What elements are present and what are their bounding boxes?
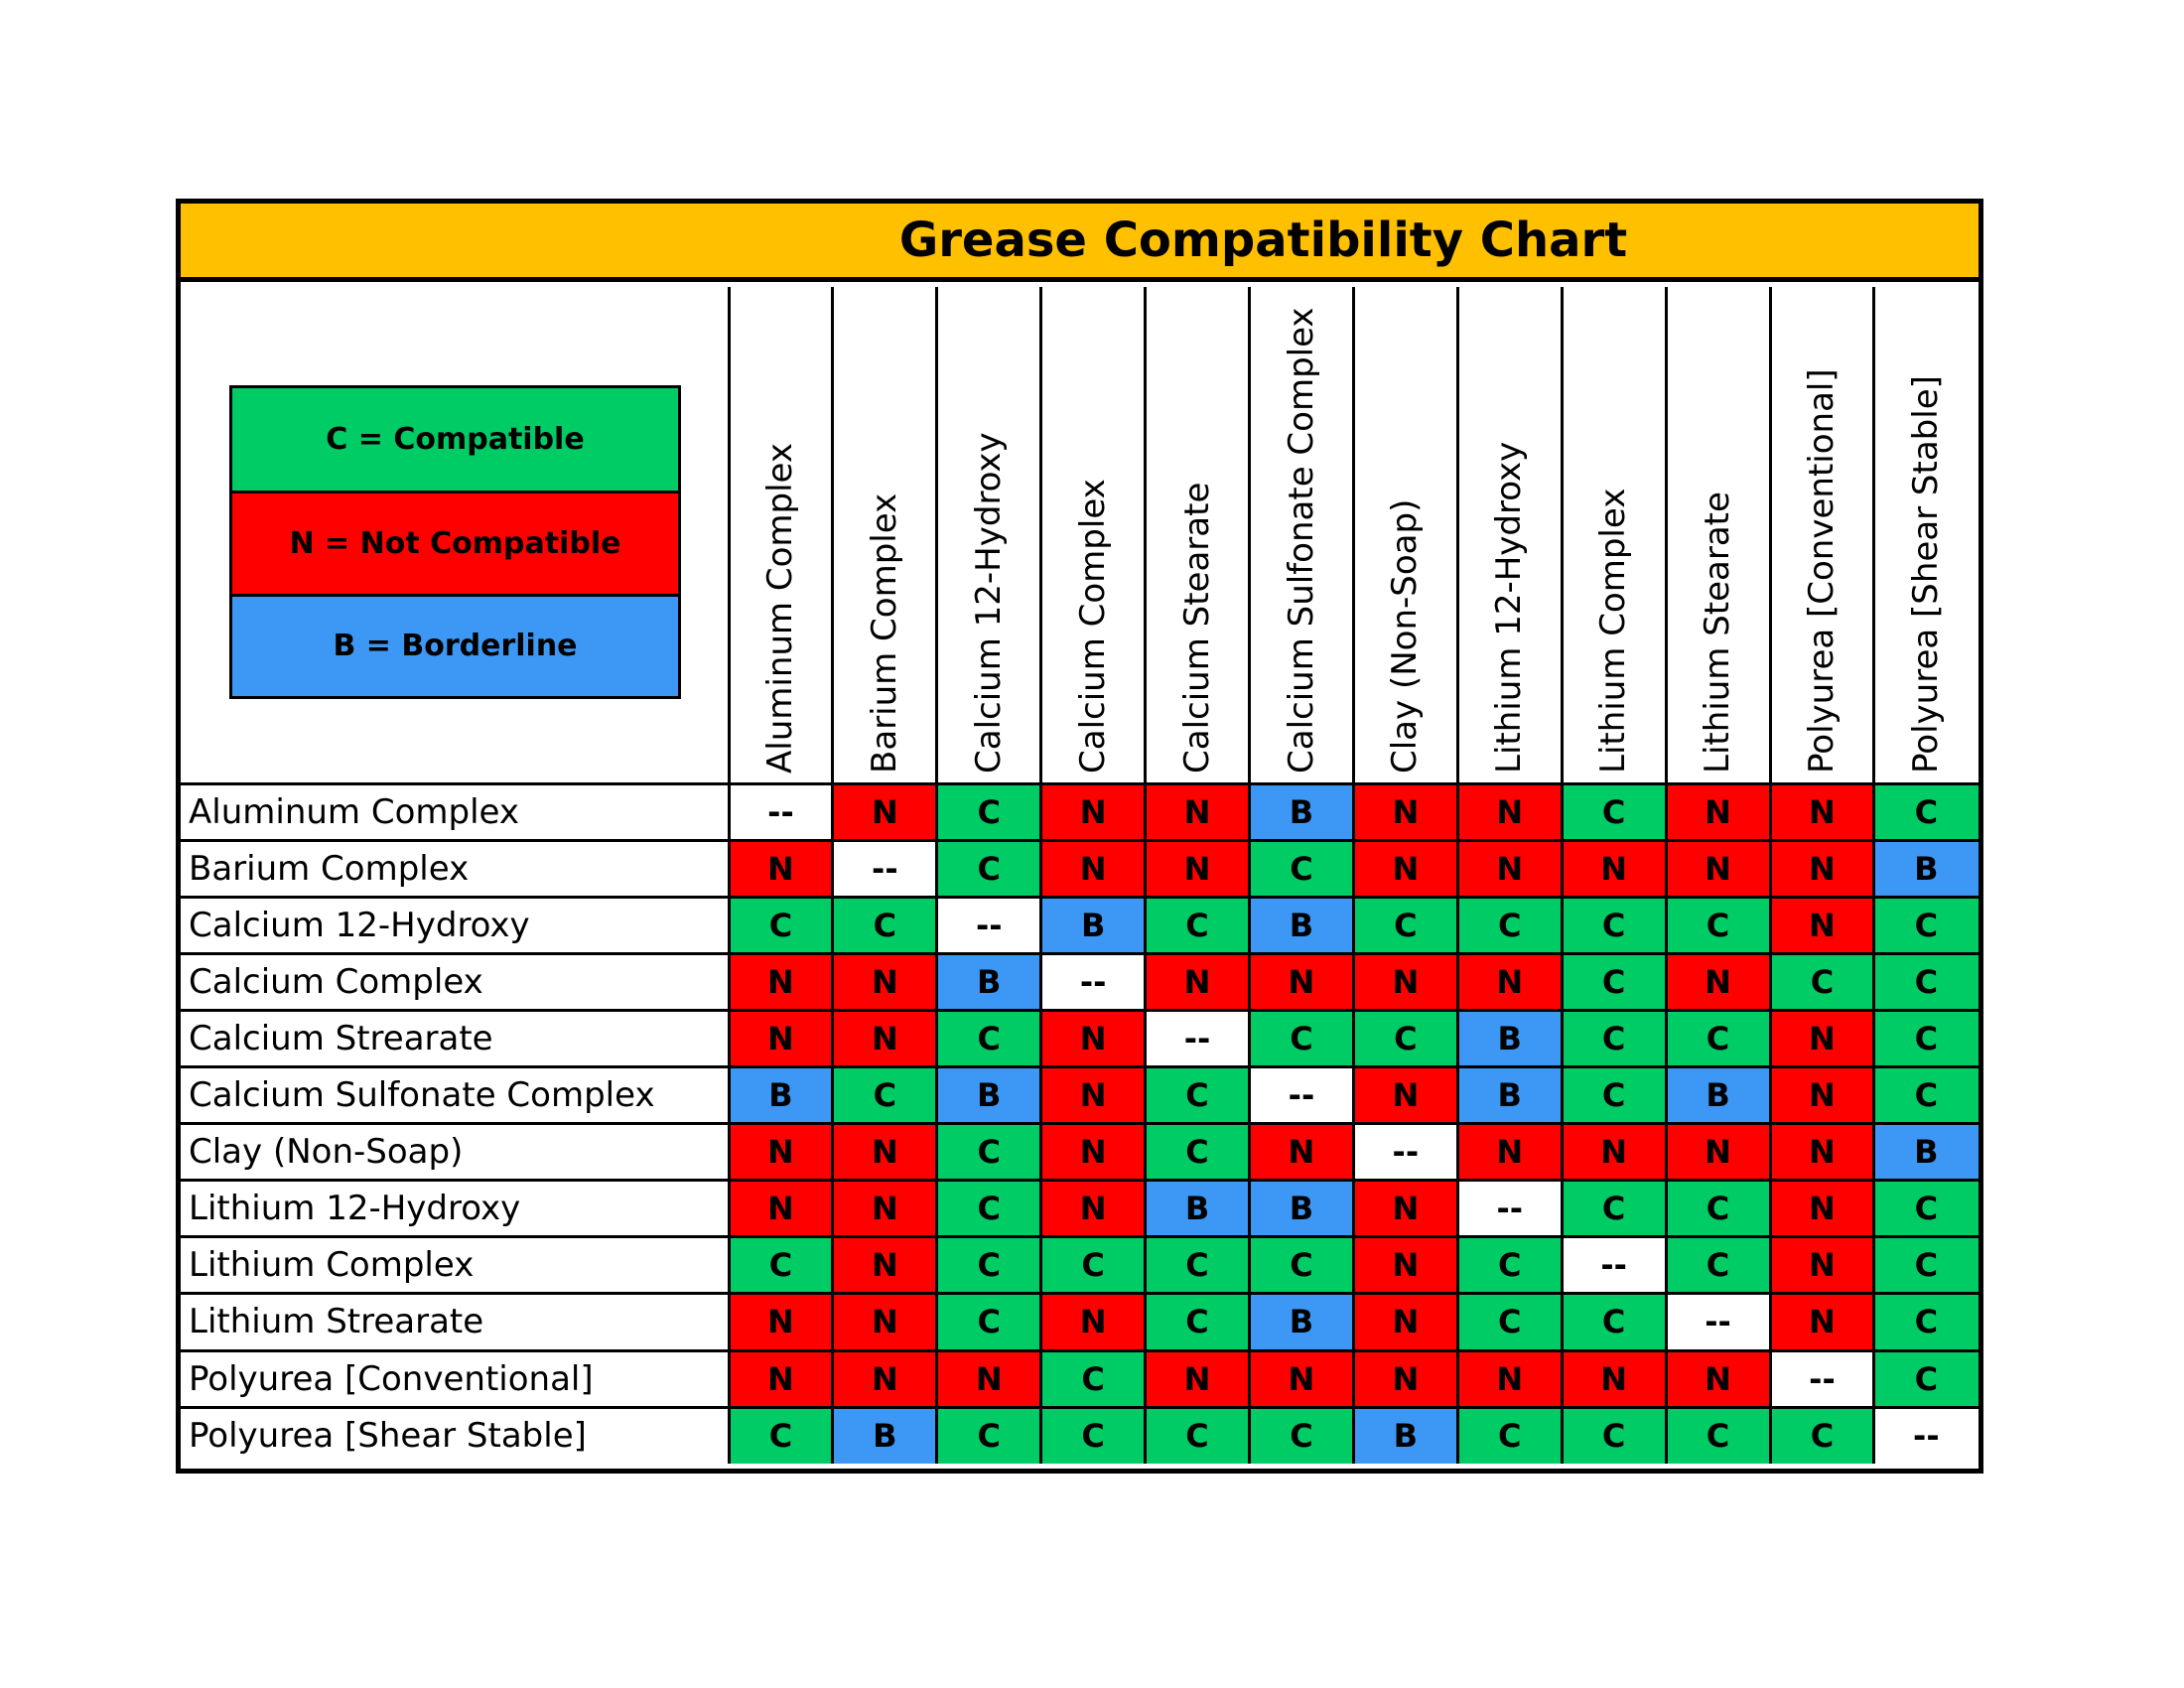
- grid-line-vertical: [728, 287, 731, 1464]
- column-label: Calcium Stearate: [1177, 482, 1218, 774]
- compatibility-cell: C: [1874, 953, 1979, 1010]
- compatibility-cell: N: [1353, 840, 1457, 897]
- compatibility-cell: C: [1874, 1181, 1979, 1237]
- compatibility-cell: C: [1146, 1124, 1250, 1181]
- compatibility-cell: C: [729, 1237, 833, 1294]
- compatibility-cell: N: [1250, 1124, 1354, 1181]
- compatibility-cell: C: [1041, 1407, 1146, 1464]
- compatibility-cell: N: [833, 1124, 937, 1181]
- compatibility-cell: B: [1250, 897, 1354, 953]
- compatibility-cell: N: [833, 1010, 937, 1066]
- row-label: Calcium Complex: [189, 961, 483, 1002]
- compatibility-cell: N: [1041, 1124, 1146, 1181]
- compatibility-cell: N: [833, 953, 937, 1010]
- compatibility-cell: C: [1874, 1294, 1979, 1350]
- compatibility-cell: C: [1770, 1407, 1874, 1464]
- compatibility-chart: [176, 199, 1983, 1474]
- compatibility-cell: N: [1666, 953, 1770, 1010]
- compatibility-cell: N: [1666, 1124, 1770, 1181]
- compatibility-cell: N: [1770, 897, 1874, 953]
- compatibility-cell: C: [937, 783, 1041, 840]
- compatibility-cell: C: [1250, 1237, 1354, 1294]
- compatibility-cell: N: [729, 1124, 833, 1181]
- compatibility-cell: N: [1457, 953, 1562, 1010]
- column-label: Barium Complex: [865, 492, 905, 774]
- compatibility-cell: --: [1353, 1124, 1457, 1181]
- compatibility-cell: B: [1250, 783, 1354, 840]
- column-label: Calcium Complex: [1073, 479, 1114, 774]
- grid-line-horizontal: [181, 1065, 1979, 1068]
- grid-line-vertical: [1561, 287, 1564, 1464]
- compatibility-cell: N: [1353, 1067, 1457, 1124]
- grid-line-horizontal: [181, 1179, 1979, 1182]
- row-label: Polyurea [Conventional]: [189, 1358, 594, 1399]
- compatibility-cell: C: [1562, 1407, 1666, 1464]
- compatibility-cell: N: [1666, 840, 1770, 897]
- compatibility-cell: B: [1457, 1067, 1562, 1124]
- grid-line-vertical: [831, 287, 834, 1464]
- compatibility-cell: C: [1874, 1237, 1979, 1294]
- row-label: Lithium 12-Hydroxy: [189, 1189, 521, 1229]
- compatibility-cell: N: [1353, 1294, 1457, 1350]
- compatibility-cell: --: [1146, 1010, 1250, 1066]
- grid-line-horizontal: [181, 1292, 1979, 1295]
- compatibility-cell: --: [1250, 1067, 1354, 1124]
- compatibility-cell: C: [1562, 1294, 1666, 1350]
- grid-line-vertical: [1769, 287, 1772, 1464]
- compatibility-cell: C: [1562, 953, 1666, 1010]
- grid-line-vertical: [1456, 287, 1459, 1464]
- compatibility-cell: C: [1457, 1294, 1562, 1350]
- compatibility-cell: C: [1146, 1407, 1250, 1464]
- compatibility-cell: N: [1041, 783, 1146, 840]
- compatibility-cell: C: [1874, 783, 1979, 840]
- compatibility-cell: N: [833, 1350, 937, 1407]
- compatibility-cell: C: [1666, 1181, 1770, 1237]
- compatibility-cell: B: [937, 1067, 1041, 1124]
- compatibility-cell: N: [1770, 1067, 1874, 1124]
- grid-line-horizontal: [181, 782, 1979, 785]
- compatibility-cell: N: [1041, 1294, 1146, 1350]
- compatibility-cell: N: [1146, 783, 1250, 840]
- compatibility-cell: C: [937, 1181, 1041, 1237]
- compatibility-cell: N: [729, 953, 833, 1010]
- compatibility-cell: C: [1874, 897, 1979, 953]
- compatibility-cell: N: [833, 783, 937, 840]
- column-label: Aluminum Complex: [760, 443, 801, 774]
- compatibility-cell: C: [1874, 1350, 1979, 1407]
- column-label: Clay (Non-Soap): [1385, 498, 1426, 774]
- compatibility-cell: B: [1353, 1407, 1457, 1464]
- compatibility-cell: C: [1457, 1407, 1562, 1464]
- compatibility-cell: B: [833, 1407, 937, 1464]
- grid-line-horizontal: [181, 1235, 1979, 1238]
- row-label: Calcium 12-Hydroxy: [189, 905, 530, 945]
- legend: [229, 385, 681, 699]
- compatibility-cell: C: [937, 840, 1041, 897]
- grid-line-horizontal: [181, 1122, 1979, 1125]
- compatibility-cell: N: [1562, 1350, 1666, 1407]
- row-label: Barium Complex: [189, 848, 470, 889]
- compatibility-cell: N: [1457, 783, 1562, 840]
- compatibility-cell: N: [1770, 1124, 1874, 1181]
- legend-item-n: N = Not Compatible: [232, 491, 678, 593]
- compatibility-cell: N: [1250, 953, 1354, 1010]
- row-label: Polyurea [Shear Stable]: [189, 1415, 587, 1456]
- compatibility-cell: N: [729, 1010, 833, 1066]
- compatibility-cell: C: [937, 1237, 1041, 1294]
- grid-line-horizontal: [181, 1406, 1979, 1409]
- compatibility-cell: N: [1041, 1181, 1146, 1237]
- compatibility-cell: C: [1562, 897, 1666, 953]
- compatibility-cell: C: [1353, 1010, 1457, 1066]
- compatibility-cell: --: [937, 897, 1041, 953]
- compatibility-cell: C: [1250, 1010, 1354, 1066]
- compatibility-cell: --: [1562, 1237, 1666, 1294]
- compatibility-cell: --: [729, 783, 833, 840]
- row-label: Clay (Non-Soap): [189, 1132, 464, 1173]
- compatibility-cell: C: [1562, 783, 1666, 840]
- compatibility-cell: N: [1457, 1124, 1562, 1181]
- grid-line-vertical: [935, 287, 938, 1464]
- compatibility-cell: N: [1770, 1294, 1874, 1350]
- compatibility-cell: N: [1353, 953, 1457, 1010]
- compatibility-cell: C: [1874, 1010, 1979, 1066]
- compatibility-cell: C: [1457, 897, 1562, 953]
- compatibility-cell: C: [1562, 1067, 1666, 1124]
- grid-line-vertical: [1665, 287, 1668, 1464]
- compatibility-cell: C: [1874, 1067, 1979, 1124]
- compatibility-cell: N: [1457, 1350, 1562, 1407]
- compatibility-cell: N: [1770, 1237, 1874, 1294]
- grid-line-horizontal: [181, 1009, 1979, 1012]
- compatibility-cell: N: [1770, 1010, 1874, 1066]
- compatibility-cell: N: [1353, 1350, 1457, 1407]
- compatibility-cell: C: [1562, 1181, 1666, 1237]
- compatibility-cell: N: [833, 1237, 937, 1294]
- compatibility-cell: N: [1146, 1350, 1250, 1407]
- compatibility-cell: N: [1770, 840, 1874, 897]
- compatibility-cell: B: [1874, 840, 1979, 897]
- compatibility-cell: B: [1666, 1067, 1770, 1124]
- compatibility-cell: C: [1041, 1350, 1146, 1407]
- compatibility-cell: --: [833, 840, 937, 897]
- compatibility-cell: --: [1666, 1294, 1770, 1350]
- compatibility-cell: C: [1146, 897, 1250, 953]
- column-label: Calcium Sulfonate Complex: [1281, 307, 1321, 774]
- compatibility-cell: C: [1250, 840, 1354, 897]
- compatibility-cell: B: [1457, 1010, 1562, 1066]
- column-label: Lithium 12-Hydroxy: [1489, 441, 1530, 774]
- compatibility-cell: C: [1353, 897, 1457, 953]
- compatibility-cell: N: [833, 1294, 937, 1350]
- compatibility-cell: N: [1041, 1067, 1146, 1124]
- compatibility-cell: B: [729, 1067, 833, 1124]
- compatibility-cell: C: [1457, 1237, 1562, 1294]
- grid-line-vertical: [1144, 287, 1147, 1464]
- compatibility-grid: [181, 287, 1979, 1469]
- compatibility-cell: C: [1770, 953, 1874, 1010]
- compatibility-cell: N: [1457, 840, 1562, 897]
- compatibility-cell: N: [1041, 840, 1146, 897]
- compatibility-cell: --: [1874, 1407, 1979, 1464]
- compatibility-cell: B: [937, 953, 1041, 1010]
- row-label: Aluminum Complex: [189, 791, 519, 832]
- column-label: Lithium Complex: [1593, 488, 1634, 774]
- compatibility-cell: N: [1353, 1237, 1457, 1294]
- compatibility-cell: C: [937, 1010, 1041, 1066]
- compatibility-cell: N: [1353, 1181, 1457, 1237]
- legend-item-b: B = Borderline: [232, 594, 678, 696]
- grid-line-horizontal: [181, 896, 1979, 899]
- column-label: Polyurea [Conventional]: [1802, 368, 1843, 774]
- compatibility-cell: B: [1250, 1294, 1354, 1350]
- row-label: Lithium Complex: [189, 1245, 475, 1286]
- grid-line-horizontal: [181, 952, 1979, 955]
- chart-title: Grease Compatibility Chart: [181, 204, 1979, 282]
- compatibility-cell: N: [729, 1294, 833, 1350]
- compatibility-cell: C: [833, 1067, 937, 1124]
- compatibility-cell: --: [1770, 1350, 1874, 1407]
- compatibility-cell: N: [729, 840, 833, 897]
- compatibility-cell: C: [1562, 1010, 1666, 1066]
- compatibility-cell: B: [1874, 1124, 1979, 1181]
- grid-line-horizontal: [181, 1349, 1979, 1352]
- compatibility-cell: N: [1666, 783, 1770, 840]
- compatibility-cell: N: [1562, 1124, 1666, 1181]
- compatibility-cell: C: [1666, 1407, 1770, 1464]
- grid-line-vertical: [1352, 287, 1355, 1464]
- compatibility-cell: --: [1457, 1181, 1562, 1237]
- compatibility-cell: C: [937, 1294, 1041, 1350]
- compatibility-cell: N: [1770, 783, 1874, 840]
- compatibility-cell: N: [729, 1350, 833, 1407]
- column-label: Polyurea [Shear Stable]: [1906, 375, 1947, 774]
- compatibility-cell: N: [833, 1181, 937, 1237]
- compatibility-cell: C: [1666, 897, 1770, 953]
- compatibility-cell: C: [1666, 1010, 1770, 1066]
- grid-line-horizontal: [181, 839, 1979, 842]
- compatibility-cell: N: [1146, 953, 1250, 1010]
- compatibility-cell: N: [937, 1350, 1041, 1407]
- compatibility-cell: C: [1666, 1237, 1770, 1294]
- compatibility-cell: --: [1041, 953, 1146, 1010]
- compatibility-cell: C: [1146, 1294, 1250, 1350]
- compatibility-cell: C: [937, 1407, 1041, 1464]
- grid-line-vertical: [1872, 287, 1875, 1464]
- compatibility-cell: N: [729, 1181, 833, 1237]
- compatibility-cell: N: [1666, 1350, 1770, 1407]
- compatibility-cell: N: [1250, 1350, 1354, 1407]
- row-label: Calcium Strearate: [189, 1018, 493, 1058]
- compatibility-cell: C: [1146, 1237, 1250, 1294]
- compatibility-cell: N: [1353, 783, 1457, 840]
- compatibility-cell: B: [1041, 897, 1146, 953]
- row-label: Calcium Sulfonate Complex: [189, 1075, 655, 1116]
- compatibility-cell: N: [1562, 840, 1666, 897]
- compatibility-cell: C: [729, 897, 833, 953]
- row-label: Lithium Strearate: [189, 1302, 484, 1342]
- compatibility-cell: N: [1770, 1181, 1874, 1237]
- grid-line-vertical: [1248, 287, 1251, 1464]
- column-label: Calcium 12-Hydroxy: [969, 432, 1010, 774]
- compatibility-cell: B: [1250, 1181, 1354, 1237]
- grid-line-vertical: [1039, 287, 1042, 1464]
- compatibility-cell: B: [1146, 1181, 1250, 1237]
- compatibility-cell: C: [833, 897, 937, 953]
- legend-item-c: C = Compatible: [232, 388, 678, 491]
- compatibility-cell: C: [1250, 1407, 1354, 1464]
- compatibility-cell: N: [1041, 1010, 1146, 1066]
- compatibility-cell: C: [729, 1407, 833, 1464]
- compatibility-cell: N: [1146, 840, 1250, 897]
- compatibility-cell: C: [1146, 1067, 1250, 1124]
- compatibility-cell: C: [1041, 1237, 1146, 1294]
- column-label: Lithium Stearate: [1698, 492, 1738, 774]
- compatibility-cell: C: [937, 1124, 1041, 1181]
